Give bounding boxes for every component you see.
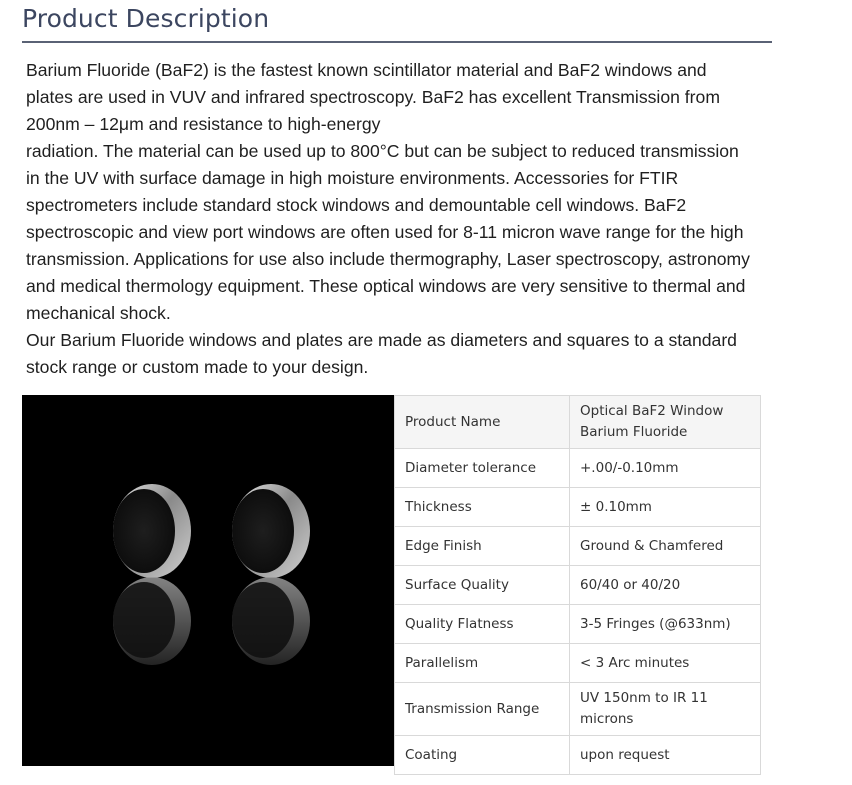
description-line: spectroscopic and view port windows are often used for 8-11 micron wave range for the high — [26, 222, 744, 242]
spec-value-line: UV 150nm to IR 11 — [580, 690, 708, 706]
table-row — [395, 488, 761, 527]
spec-value — [570, 396, 761, 449]
spec-value-line: microns — [580, 711, 634, 727]
description-line: transmission. Applications for use also include thermography, Laser spectroscopy, astronomy — [26, 249, 750, 269]
description-line: stock range or custom made to your design. — [26, 357, 369, 377]
description-line: mechanical shock. — [26, 303, 171, 323]
product-photo — [22, 395, 394, 766]
spec-label: Transmission Range — [395, 683, 570, 736]
spec-value-line: Optical BaF2 Window — [580, 403, 724, 419]
spec-value: Ground & Chamfered — [570, 527, 761, 566]
table-row — [395, 449, 761, 488]
spec-value-line: Barium Fluoride — [580, 424, 688, 440]
product-description — [26, 57, 786, 381]
table-row — [395, 644, 761, 683]
table-row — [395, 605, 761, 644]
description-line: spectrometers include standard stock windows and demountable cell windows. BaF2 — [26, 195, 687, 215]
description-line: radiation. The material can be used up to 800°C but can be subject to reduced transmission — [26, 141, 739, 161]
table-row — [395, 396, 761, 449]
spec-label: Surface Quality — [395, 566, 570, 605]
description-line: plates are used in VUV and infrared spectroscopy. BaF2 has excellent Transmission from — [26, 87, 720, 107]
spec-value: < 3 Arc minutes — [570, 644, 761, 683]
spec-label: Quality Flatness — [395, 605, 570, 644]
spec-label: Product Name — [395, 396, 570, 449]
table-row — [395, 566, 761, 605]
spec-value: +.00/-0.10mm — [570, 449, 761, 488]
spec-table — [394, 395, 761, 775]
table-row — [395, 527, 761, 566]
spec-value: 3-5 Fringes (@633nm) — [570, 605, 761, 644]
baf2-windows-image — [22, 395, 394, 766]
description-line: Our Barium Fluoride windows and plates are made as diameters and squares to a standard — [26, 330, 737, 350]
spec-value: ± 0.10mm — [570, 488, 761, 527]
description-line: Barium Fluoride (BaF2) is the fastest known scintillator material and BaF2 windows and — [26, 60, 707, 80]
spec-value: upon request — [570, 736, 761, 775]
page-title: Product Description — [22, 4, 270, 33]
spec-value: 60/40 or 40/20 — [570, 566, 761, 605]
table-row — [395, 736, 761, 775]
table-row — [395, 683, 761, 736]
spec-label: Coating — [395, 736, 570, 775]
spec-label: Thickness — [395, 488, 570, 527]
title-divider — [22, 41, 772, 43]
spec-label: Diameter tolerance — [395, 449, 570, 488]
spec-label: Edge Finish — [395, 527, 570, 566]
description-line: and medical thermology equipment. These optical windows are very sensitive to thermal and — [26, 276, 746, 296]
description-line: in the UV with surface damage in high moisture environments. Accessories for FTIR — [26, 168, 679, 188]
spec-label: Parallelism — [395, 644, 570, 683]
spec-value — [570, 683, 761, 736]
description-line: 200nm – 12μm and resistance to high-energy — [26, 114, 381, 134]
